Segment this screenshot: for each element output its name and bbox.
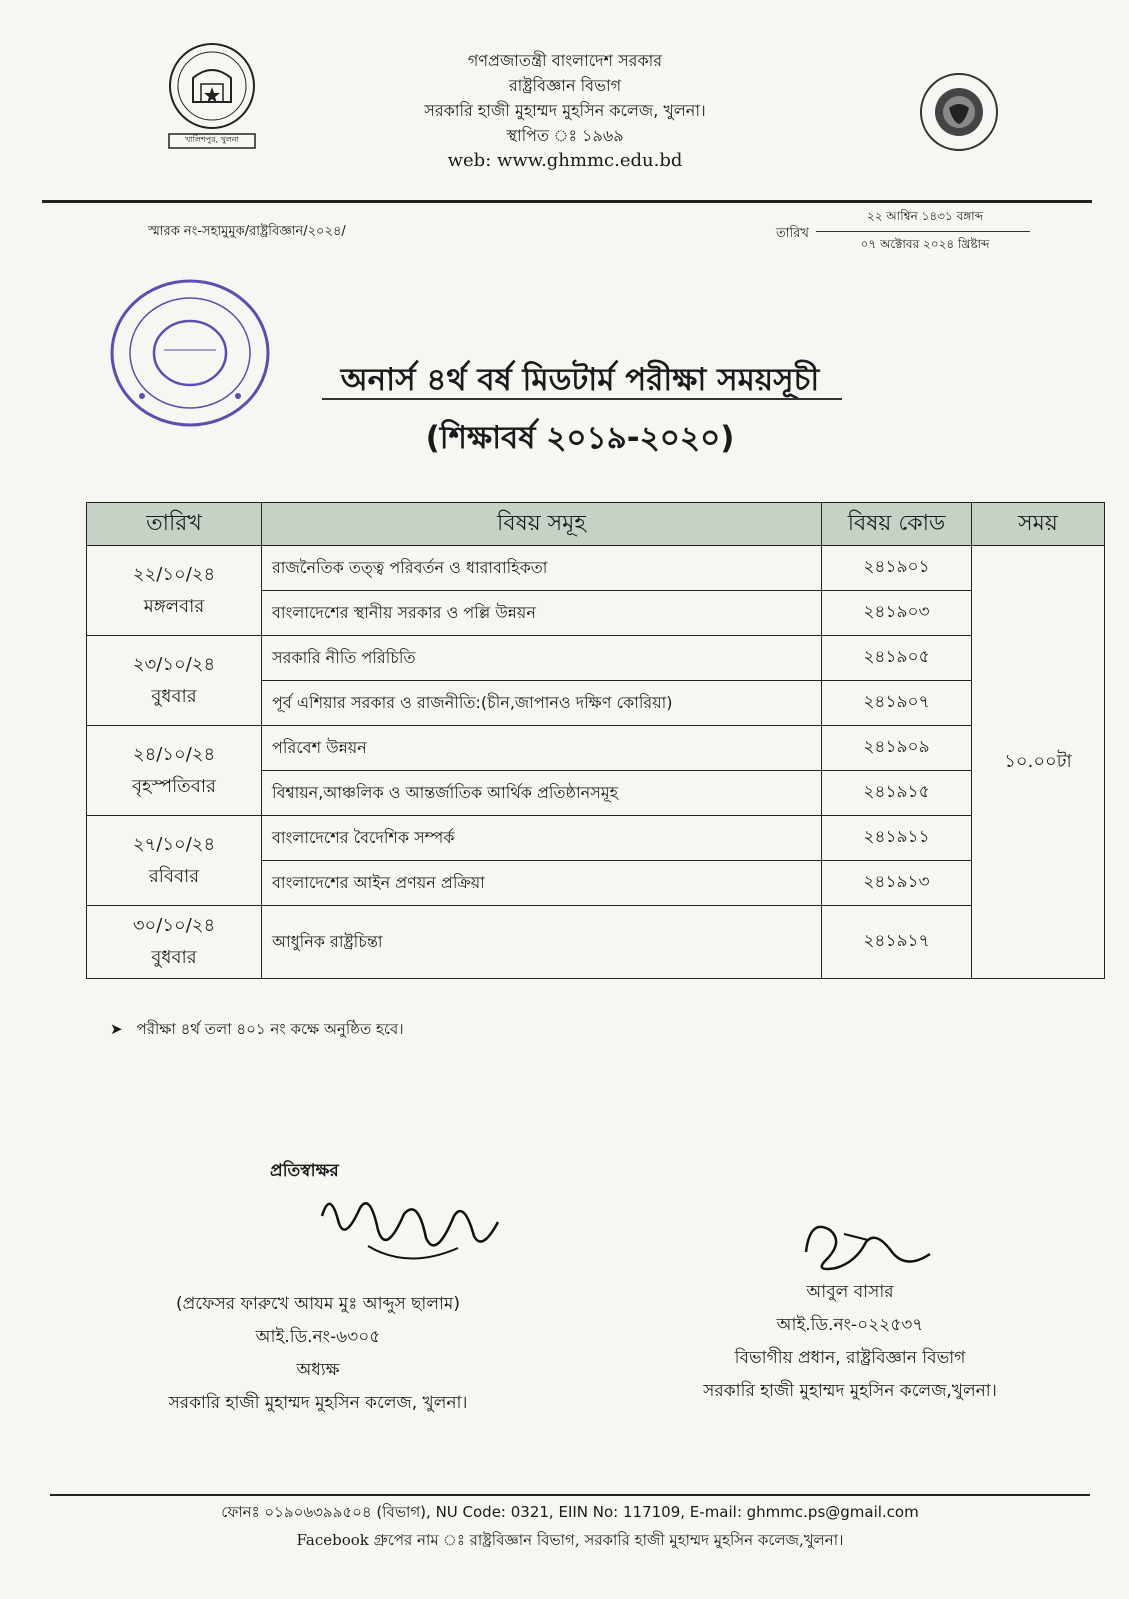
time-cell: ১০.০০টা [972, 546, 1105, 979]
head-signature [796, 1212, 946, 1286]
arrow-bullet-icon: ➤ [110, 1020, 123, 1038]
website-text: web: www.ghmmc.edu.bd [447, 150, 683, 171]
exam-day: বৃহস্পতিবার [132, 775, 216, 797]
footer-divider [50, 1494, 1090, 1496]
code-cell: ২৪১৯১৫ [822, 771, 972, 816]
subject-cell: বিশ্বায়ন,আঞ্চলিক ও আন্তর্জাতিক আর্থিক প্রতিষ্ঠানসমূহ [262, 771, 822, 816]
subject-cell: বাংলাদেশের আইন প্রণয়ন প্রক্রিয়া [262, 861, 822, 906]
date-english: ০৭ অক্টোবর ২০২৪ খ্রিষ্টাব্দ [860, 237, 990, 251]
code-cell: ২৪১৯০৩ [822, 591, 972, 636]
code-cell: ২৪১৯০৯ [822, 726, 972, 771]
exam-date: ২৩/১০/২৪ [132, 653, 216, 675]
code-cell: ২৪১৯০৭ [822, 681, 972, 726]
code-cell: ২৪১৯১১ [822, 816, 972, 861]
exam-date: ২৪/১০/২৪ [132, 743, 216, 765]
exam-day: বুধবার [151, 947, 197, 968]
exam-date: ২৭/১০/২৪ [132, 833, 216, 855]
date-cell [87, 906, 262, 979]
date-cell [87, 726, 262, 816]
exam-day: রবিবার [148, 865, 200, 887]
memo-number: স্মারক নং-সহামুমুক/রাষ্ট্রবিজ্ঞান/২০২৪/ [148, 224, 346, 239]
principal-signature-block [118, 1288, 518, 1420]
department-stamp [108, 278, 272, 428]
principal-id: আই.ডি.নং-৬৩০৫ [255, 1327, 381, 1347]
government-seal [917, 70, 1001, 154]
footer [60, 1498, 1080, 1554]
head-name: আবুল বাসার [806, 1282, 894, 1302]
table-row [87, 726, 1105, 771]
date-label: তারিখ [776, 226, 809, 241]
exam-date: ৩০/১০/২৪ [132, 915, 216, 936]
subject-cell: রাজনৈতিক তত্ত্ব পরিবর্তন ও ধারাবাহিকতা [262, 546, 822, 591]
subject-cell: পূর্ব এশিয়ার সরকার ও রাজনীতি:(চীন,জাপানও দক্ষিণ কোরিয়া) [262, 681, 822, 726]
subject-cell: আধুনিক রাষ্ট্রচিন্তা [262, 906, 822, 979]
code-cell: ২৪১৯১৩ [822, 861, 972, 906]
exam-schedule-table [86, 502, 1105, 979]
column-header-time: সময় [972, 503, 1105, 546]
subject-cell: সরকারি নীতি পরিচিতি [262, 636, 822, 681]
exam-day: মঙ্গলবার [143, 595, 205, 617]
principal-name: (প্রফেসর ফারুখে আযম মুঃ আব্দুস ছালাম) [175, 1294, 461, 1314]
code-cell: ২৪১৯০৫ [822, 636, 972, 681]
column-header-date: তারিখ [87, 503, 262, 546]
principal-signature [308, 1186, 518, 1278]
logo-caption: খালিশপুর, খুলনা [185, 135, 239, 144]
page-subtitle: (শিক্ষাবর্ষ ২০১৯-২০২০) [425, 420, 735, 456]
exam-day: বুধবার [151, 685, 197, 707]
department-name: রাষ্ট্রবিজ্ঞান বিভাগ [508, 76, 622, 95]
date-bangla: ২২ আশ্বিন ১৪৩১ বঙ্গাব্দ [866, 209, 984, 223]
code-cell: ২৪১৯১৭ [822, 906, 972, 979]
exam-room-note [110, 1018, 404, 1043]
table-header-row [87, 503, 1105, 546]
government-name: গণপ্রজাতন্ত্রী বাংলাদেশ সরকার [467, 51, 663, 70]
established-year: স্থাপিত ঃ ১৯৬৯ [506, 126, 624, 145]
principal-designation: অধ্যক্ষ [296, 1360, 340, 1380]
subject-cell: বাংলাদেশের বৈদেশিক সম্পর্ক [262, 816, 822, 861]
date-cell [87, 816, 262, 906]
footer-contact: ফোনঃ ০১৯০৬৩৯৯৫০৪ (বিভাগ), NU Code: 0321, EIIN No: 117109, E-mail: ghmmc.ps@gmail.com [221, 1503, 919, 1521]
title-underline [322, 398, 842, 400]
head-signature-block [640, 1276, 1060, 1408]
page-title: অনার্স ৪র্থ বর্ষ মিডটার্ম পরীক্ষা সময়সূচী [340, 362, 820, 398]
note-text: পরীক্ষা ৪র্থ তলা ৪০১ নং কক্ষে অনুষ্ঠিত হবে। [136, 1020, 404, 1038]
date-cell [87, 546, 262, 636]
table-row [87, 546, 1105, 591]
column-header-code: বিষয় কোড [822, 503, 972, 546]
subject-cell: বাংলাদেশের স্থানীয় সরকার ও পল্লি উন্নয়ন [262, 591, 822, 636]
head-id: আই.ডি.নং-০২২৫৩৭ [776, 1315, 924, 1335]
college-name: সরকারি হাজী মুহাম্মদ মুহসিন কলেজ, খুলনা। [424, 101, 706, 120]
head-designation: বিভাগীয় প্রধান, রাষ্ট্রবিজ্ঞান বিভাগ [734, 1348, 966, 1368]
table-row [87, 816, 1105, 861]
subject-cell: পরিবেশ উন্নয়ন [262, 726, 822, 771]
countersign-label: প্রতিস্বাক্ষর [270, 1161, 339, 1181]
header-divider [42, 200, 1092, 203]
letterhead [300, 48, 830, 173]
column-header-subject: বিষয় সমূহ [262, 503, 822, 546]
exam-date: ২২/১০/২৪ [132, 563, 216, 585]
head-college: সরকারি হাজী মুহাম্মদ মুহসিন কলেজ,খুলনা। [703, 1381, 997, 1401]
code-cell: ২৪১৯০১ [822, 546, 972, 591]
principal-college: সরকারি হাজী মুহাম্মদ মুহসিন কলেজ, খুলনা। [168, 1393, 468, 1413]
table-row [87, 636, 1105, 681]
table-row [87, 906, 1105, 979]
date-cell [87, 636, 262, 726]
date-divider [816, 231, 1030, 232]
footer-facebook: Facebook গ্রুপের নাম ঃ রাষ্ট্রবিজ্ঞান বিভাগ, সরকারি হাজী মুহাম্মদ মুহসিন কলেজ,খুলনা। [296, 1531, 844, 1549]
